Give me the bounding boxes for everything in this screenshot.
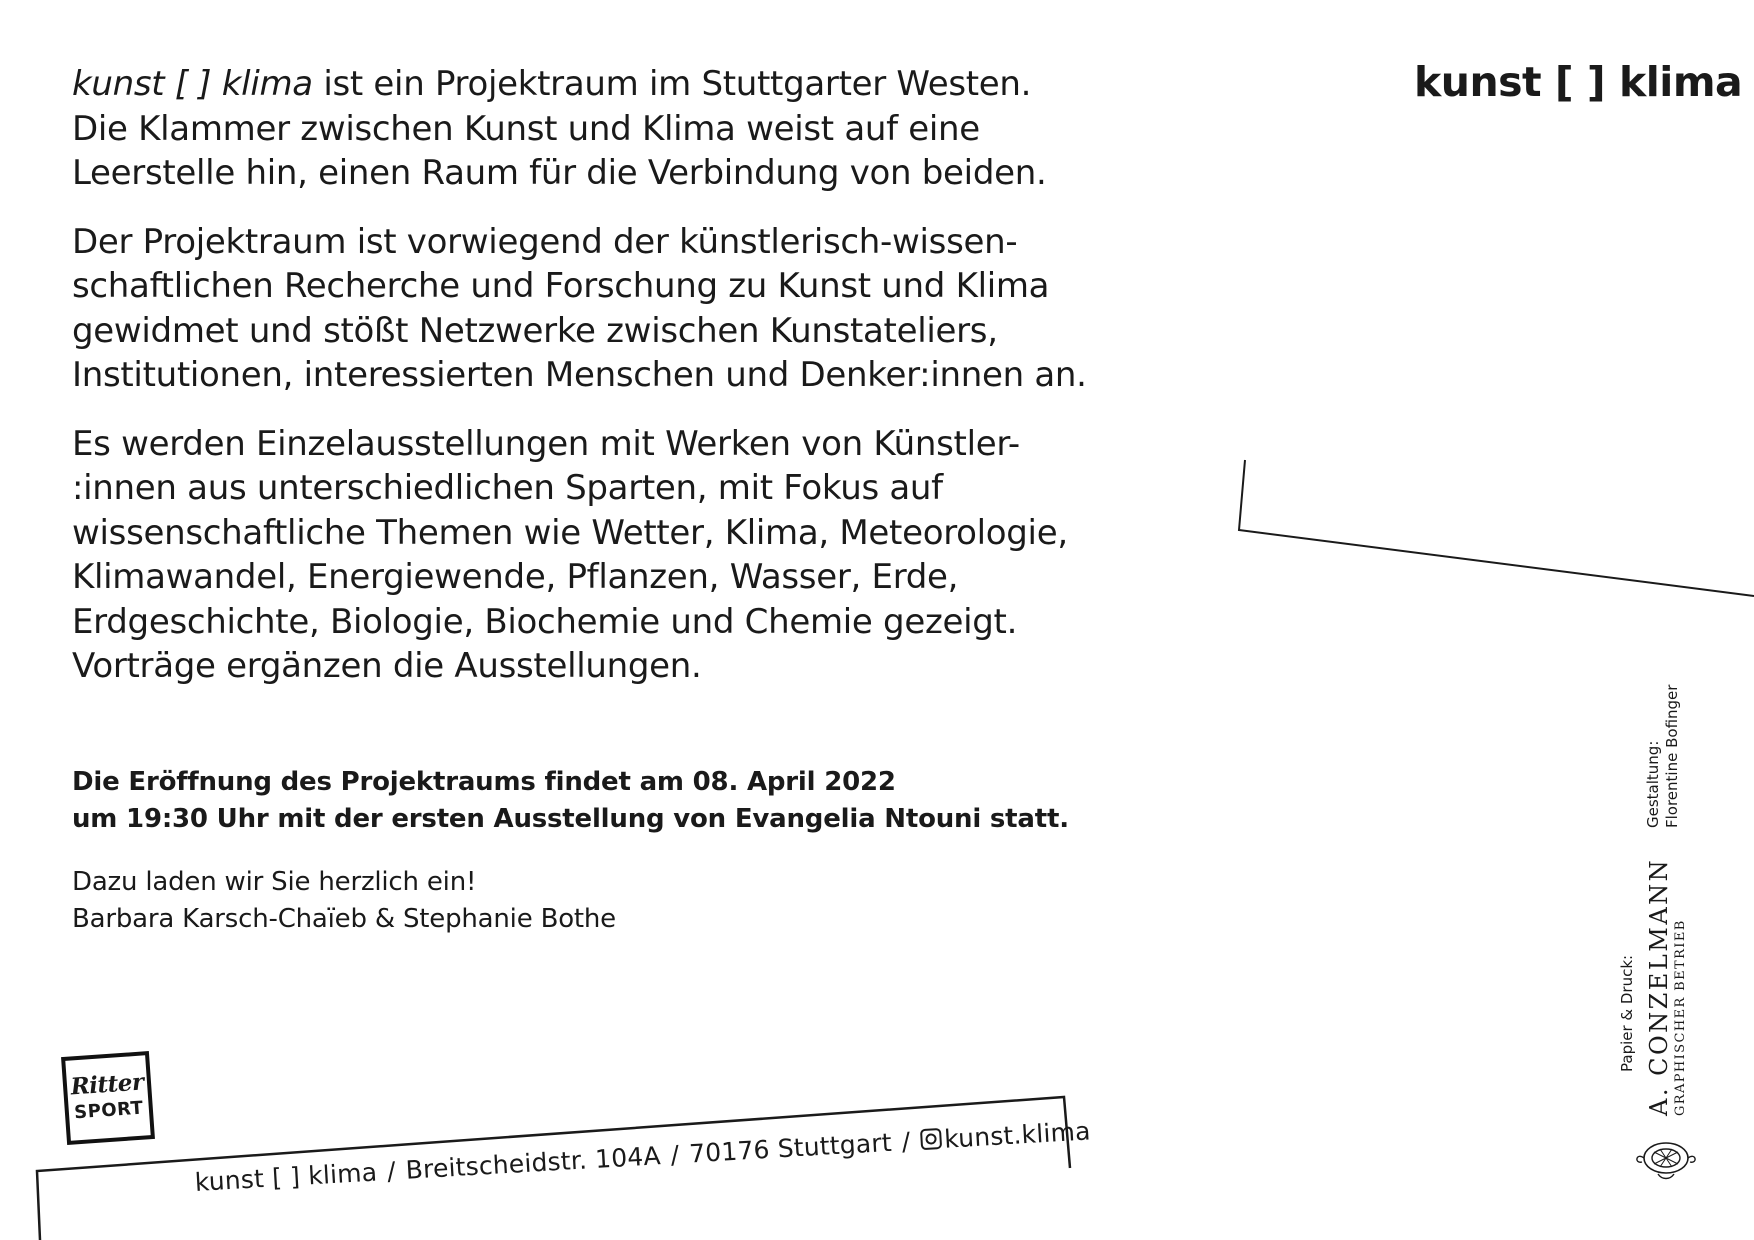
printer-subtitle: GRAPHISCHER BETRIEB — [1673, 919, 1688, 1116]
invitation-line: Dazu laden wir Sie herzlich ein! — [72, 867, 477, 897]
sponsor-logo-line-2: SPORT — [73, 1097, 145, 1124]
intro-paragraph-1: kunst [ ] klima ist ein Projektraum im Stuttgarter Westen. Die Klammer zwischen Kunst und Klima weist auf eine Leerstelle hin, einen Raum für die Verbindung von beiden. — [72, 64, 1047, 193]
instagram-handle[interactable]: kunst.klima — [943, 1116, 1092, 1154]
printer-name: A. CONZELMANN — [1645, 857, 1673, 1116]
printer-logo — [1645, 858, 1689, 1116]
project-name-italic: kunst [ ] klima — [72, 64, 313, 104]
ornament-icon — [1630, 1134, 1702, 1184]
sponsor-logo — [61, 1051, 155, 1145]
hosts-line: Barbara Karsch-Chaïeb & Stephanie Bothe — [72, 904, 616, 934]
intro-paragraph-3: Es werden Einzelausstellungen mit Werken von Künstler- :innen aus unterschiedlichen Sparten, mit Fokus auf wissenschaftliche Themen wie Wetter, Klima, Meteorologie, Klimawandel, Energiewende, Pflanzen, Wasser, Erde, Erdgeschichte, Biologie, Biochemie und Chemie gezeigt. Vorträge ergänzen die Ausstellungen. — [72, 423, 1068, 686]
opening-line-2: um 19:30 Uhr mit der ersten Ausstellung von Evangelia Ntouni statt. — [72, 804, 1069, 834]
design-credit — [1644, 685, 1682, 828]
design-credit-name: Florentine Bofinger — [1663, 684, 1681, 828]
address-city: 70176 Stuttgart — [688, 1127, 893, 1169]
address-name: kunst [ ] klima — [194, 1157, 378, 1197]
print-credit-label: Papier & Druck: — [1618, 954, 1636, 1072]
opening-line-1: Die Eröffnung des Projektraums findet am 08. April 2022 — [72, 767, 896, 797]
address-street: Breitscheidstr. 104A — [404, 1141, 662, 1185]
design-credit-label: Gestaltung: — [1644, 740, 1662, 828]
intro-paragraph-2: Der Projektraum ist vorwiegend der künstlerisch-wissen- schaftlichen Recherche und Forschung zu Kunst und Klima gewidmet und stößt Netzwerke zwischen Kunstateliers, Institutionen, interessierten Menschen und Denker:innen an. — [72, 221, 1087, 395]
instagram-icon — [920, 1128, 942, 1150]
address-line: kunst [ ] klima / Breitscheidstr. 104A / 70176 Stuttgart / kunst.klima — [194, 1116, 1092, 1197]
brand-logo: kunst [ ] klima — [1414, 58, 1743, 106]
stamp-area-line — [1239, 460, 1754, 596]
sponsor-logo-line-1: Ritter — [69, 1068, 145, 1101]
